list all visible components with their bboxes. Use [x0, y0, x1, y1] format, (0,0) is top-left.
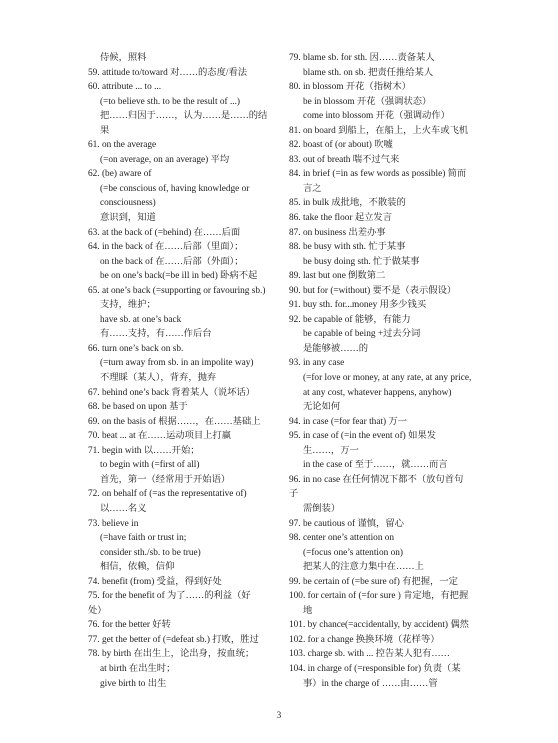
entry-number: 86.: [289, 213, 301, 224]
entry-line: come into blossom 开花（强调动作）: [303, 111, 450, 122]
entry-75: [88, 589, 276, 618]
entry-line: give birth to 出生: [100, 678, 167, 689]
entry-headline: [289, 226, 513, 241]
entry-number: 90.: [289, 285, 301, 296]
entry-number: 87.: [289, 227, 301, 238]
entry-text: blame sb. for sth. 因……责备某人: [302, 53, 435, 63]
entry-number: 103.: [289, 649, 306, 660]
entry-line: 需倒装）: [303, 503, 341, 514]
left-column: [88, 51, 276, 691]
entry-headline: [88, 226, 276, 241]
entry-line: (=turn away from sb. in an impolite way): [100, 358, 254, 369]
entry-number: 92.: [289, 314, 301, 325]
entry-number: 102.: [289, 634, 306, 645]
entry-line: 不理睬（某人），背弃，抛弃: [100, 373, 217, 384]
entry-number: 95.: [289, 431, 301, 442]
entry-64: [88, 240, 276, 284]
entry-number: 80.: [289, 82, 301, 93]
entry-text: beat ... at 在……运动项目上打赢: [101, 431, 232, 442]
entry-line: (=be conscious of, having knowledge or: [100, 183, 250, 194]
entry-line: 是能够被……的: [303, 343, 369, 354]
entry-text: at one’s back (=supporting or favouring sb.): [101, 285, 266, 296]
entry-number: 96.: [289, 474, 301, 485]
entry-text: turn one’s back on sb.: [101, 343, 184, 354]
entry-number: 64.: [88, 242, 100, 253]
entry-line: 意识到，知道: [100, 213, 156, 224]
entry-headline: [289, 473, 513, 488]
entry-headline: [289, 167, 513, 182]
entry-line: 相信，依赖，信仰: [100, 562, 175, 573]
entry-89: [289, 269, 513, 284]
entry-headline: [88, 342, 276, 357]
entry-headline: [289, 647, 513, 662]
entry-text: on behalf of (=as the representative of): [101, 489, 247, 500]
entry-headline: [88, 400, 276, 415]
entry-text: behind one’s back 背着某人（说坏话）: [101, 387, 256, 398]
entry-63: [88, 226, 276, 241]
entry-number: 68.: [88, 402, 100, 413]
entry-headline: [289, 211, 513, 226]
entry-text: be certain of (=be sure of) 有把握，一定: [302, 576, 458, 587]
entry-text: on the average: [101, 140, 157, 151]
entry-headline: [289, 633, 513, 648]
entry-line: (=to believe sth. to be the result of ...): [100, 96, 241, 107]
entry-line: 言之: [303, 183, 322, 194]
entry-58-continued: [88, 51, 276, 66]
entry-number: 73.: [88, 518, 100, 529]
entry-headline: [88, 284, 276, 299]
entry-number: 78.: [88, 649, 100, 660]
entry-text: begin with 以……开始；: [101, 445, 200, 456]
entry-line: 侍候，照料: [100, 53, 147, 63]
entry-102: [289, 633, 513, 648]
entry-line: on the back of 在……后部（外面）；: [100, 256, 244, 267]
entry-number: 89.: [289, 271, 301, 282]
entry-line: (=have faith or trust in;: [100, 533, 187, 544]
entry-text: get the better of (=defeat sb.) 打败，胜过: [101, 634, 259, 645]
entry-100: [289, 589, 513, 618]
entry-line: to begin with (=first of all): [100, 460, 200, 471]
entry-67: [88, 386, 276, 401]
entry-text: in blossom 开花（指树木）: [302, 82, 411, 93]
entry-headline: [289, 240, 513, 255]
entry-101: [289, 618, 513, 633]
entry-78: [88, 647, 276, 691]
entry-number: 84.: [289, 169, 301, 180]
entry-headline: [88, 517, 276, 532]
entry-number: 60.: [88, 82, 100, 93]
entry-81: [289, 124, 513, 139]
entry-text: on business 出差办事: [302, 227, 386, 238]
entry-headline: [88, 167, 276, 182]
entry-text: charge sb. with ... 控告某人犯有……: [307, 649, 450, 660]
entry-text: benefit (from) 受益，得到好处: [101, 576, 222, 587]
entry-headline: [88, 240, 276, 255]
entry-82: [289, 138, 513, 153]
entry-headline: [88, 429, 276, 444]
entry-90: [289, 284, 513, 299]
entry-headline: [289, 356, 513, 371]
entry-headline: [289, 80, 513, 95]
entry-headline: [289, 284, 513, 299]
entry-text: boast of (or about) 吹嘘: [302, 140, 393, 151]
entry-number: 74.: [88, 576, 100, 587]
entry-headline: [289, 313, 513, 328]
entry-headline: [289, 196, 513, 211]
entry-number: 85.: [289, 198, 301, 209]
entry-text: by chance(=accidentally, by accident) 偶然: [307, 620, 469, 631]
entry-line: be capable of being +过去分词: [303, 329, 421, 340]
entry-72: [88, 487, 276, 516]
entry-94: [289, 415, 513, 430]
entry-99: [289, 575, 513, 590]
entry-80: [289, 80, 513, 124]
entry-text: by birth 在出生上，论出身，按血统；: [101, 649, 255, 660]
entry-number: 79.: [289, 53, 301, 63]
entry-number: 71.: [88, 445, 100, 456]
entry-line: at any cost, whatever happens, anyhow): [303, 387, 452, 398]
entry-text: out of breath 喘不过气来: [302, 154, 400, 165]
entry-text: in bulk 成批地，不散装的: [302, 198, 406, 209]
entry-headline: [88, 633, 276, 648]
entry-number: 104.: [289, 663, 306, 674]
entry-68: [88, 400, 276, 415]
entry-number: 81.: [289, 125, 301, 136]
entry-66: [88, 342, 276, 386]
entry-93: [289, 356, 513, 414]
entry-line: at birth 在出生时；: [100, 663, 176, 674]
entry-text: buy sth. for...money 用多少钱买: [302, 300, 427, 311]
entry-text: be based on upon 基于: [101, 402, 188, 413]
entry-line: 有……支持，有……作后台: [100, 329, 212, 340]
entry-96: [289, 473, 513, 517]
entry-number: 93.: [289, 358, 301, 369]
entry-text: for the benefit of 为了……的利益（好: [101, 591, 251, 602]
entry-text: attitude to/toward 对……的态度/看法: [101, 67, 248, 78]
entry-text: but for (=without) 要不是（表示假设）: [302, 285, 457, 296]
entry-headline: [88, 386, 276, 401]
entry-text: in brief (=in as few words as possible) 简而: [302, 169, 467, 180]
entry-number: 69.: [88, 416, 100, 427]
entry-headline: [289, 298, 513, 313]
entry-59: [88, 66, 276, 81]
entry-line: (=on average, on an average) 平均: [100, 154, 230, 165]
entry-61: [88, 138, 276, 167]
entry-69: [88, 415, 276, 430]
entry-line: blame sth. on sb. 把责任推给某人: [303, 67, 434, 78]
entry-number: 101.: [289, 620, 306, 631]
entry-number: 82.: [289, 140, 301, 151]
entry-71: [88, 444, 276, 488]
entry-headline: [88, 80, 276, 95]
entry-74: [88, 575, 276, 590]
entry-70: [88, 429, 276, 444]
entry-headline: [88, 647, 276, 662]
entry-85: [289, 196, 513, 211]
entry-number: 97.: [289, 518, 301, 529]
entry-headline: [289, 589, 513, 604]
entry-76: [88, 618, 276, 633]
entry-79: [289, 51, 513, 80]
entry-headline: [289, 531, 513, 546]
entry-text: in charge of (=responsible for) 负责（某: [307, 663, 461, 674]
entry-headline: [289, 269, 513, 284]
entry-number: 99.: [289, 576, 301, 587]
entry-number: 94.: [289, 416, 301, 427]
entry-line: 事）in the charge of ……由……管: [303, 678, 438, 689]
entry-number: 77.: [88, 634, 100, 645]
entry-headline: [289, 429, 513, 444]
entry-text: on board 到船上，在船上，上火车或飞机: [302, 125, 469, 136]
entry-headline: [88, 618, 276, 633]
entry-headline: [88, 575, 276, 590]
entry-text: center one’s attention on: [302, 533, 395, 544]
entry-headline: [88, 589, 276, 604]
entry-headline: [88, 444, 276, 459]
entry-number: 83.: [289, 154, 301, 165]
entry-84: [289, 167, 513, 196]
entry-text: take the floor 起立发言: [302, 213, 393, 224]
entry-headline: [289, 618, 513, 633]
entry-line: 以……名义: [100, 503, 147, 514]
entry-line: be on one’s back(=be ill in bed) 卧病不起: [100, 271, 258, 282]
entry-95: [289, 429, 513, 473]
entry-98: [289, 531, 513, 575]
entry-headline: [289, 662, 513, 677]
entry-number: 70.: [88, 431, 100, 442]
entry-line: (=focus one’s attention on): [303, 547, 403, 558]
entry-line: have sb. at one’s back: [100, 314, 182, 325]
entry-text: for certain of (=for sure ) 肯定地，有把握: [307, 591, 469, 602]
entry-86: [289, 211, 513, 226]
entry-text: in no case 在任何情况下都不（放句首句: [302, 474, 464, 485]
entry-headline: [289, 517, 513, 532]
entry-line: consider sth./sb. to be true): [100, 547, 201, 558]
entry-number: 100.: [289, 591, 306, 602]
entry-headline: [289, 51, 513, 66]
entry-headline: [289, 575, 513, 590]
entry-number: 66.: [88, 343, 100, 354]
entry-number: 67.: [88, 387, 100, 398]
entry-77: [88, 633, 276, 648]
entry-headline: [289, 138, 513, 153]
entry-headline: [88, 487, 276, 502]
entry-text: be capable of 能够，有能力: [302, 314, 411, 325]
entry-headline: [88, 138, 276, 153]
entry-73: [88, 517, 276, 575]
entry-text: in case of (=in the event of) 如果发: [302, 431, 436, 442]
entry-number: 72.: [88, 489, 100, 500]
entry-83: [289, 153, 513, 168]
entry-text: in any case: [302, 358, 345, 369]
entry-97: [289, 517, 513, 532]
entry-line: in the case of 至于……，就……而言: [303, 460, 448, 471]
entry-number: 75.: [88, 591, 100, 602]
entry-60: [88, 80, 276, 138]
entry-text: attribute ... to ...: [101, 82, 162, 93]
entry-line: (=for love or money, at any rate, at any price,: [303, 373, 472, 384]
entry-number: 59.: [88, 67, 100, 78]
entry-line: 子: [289, 489, 299, 500]
entry-text: be busy with sth. 忙于某事: [302, 242, 406, 253]
entry-number: 61.: [88, 140, 100, 151]
entry-104: [289, 662, 513, 691]
entry-line: 果: [100, 125, 110, 136]
entry-number: 62.: [88, 169, 100, 180]
entry-line: 无论如何: [303, 402, 341, 413]
entry-text: for the better 好转: [101, 620, 171, 631]
entry-65: [88, 284, 276, 342]
entry-text: be cautious of 谨慎，留心: [302, 518, 404, 529]
entry-headline: [289, 415, 513, 430]
entry-headline: [289, 153, 513, 168]
entry-number: 88.: [289, 242, 301, 253]
entry-text: for a change 换换环境（花样等）: [307, 634, 440, 645]
entry-line: 处）: [88, 605, 107, 616]
entry-line: 把某人的注意力集中在……上: [303, 562, 424, 573]
entry-line: 生……，万一: [303, 445, 359, 456]
entry-91: [289, 298, 513, 313]
entry-headline: [88, 415, 276, 430]
entry-number: 65.: [88, 285, 100, 296]
entry-line: 首先，第一（经常用于开始语）: [100, 474, 231, 485]
entry-line: be busy doing sth. 忙于做某事: [303, 256, 420, 267]
entry-103: [289, 647, 513, 662]
entry-number: 76.: [88, 620, 100, 631]
entry-text: (be) aware of: [101, 169, 152, 180]
entry-87: [289, 226, 513, 241]
entry-number: 63.: [88, 227, 100, 238]
entry-headline: [289, 124, 513, 139]
entry-text: last but one 倒数第二: [302, 271, 386, 282]
entry-line: 支持，维护；: [100, 300, 156, 311]
entry-line: 地: [303, 605, 313, 616]
entry-line: consciousness): [100, 198, 156, 209]
entry-line: 把……归因于……，认为……是……的结: [100, 111, 268, 122]
entry-text: in the back of 在……后部（里面）；: [101, 242, 244, 253]
entry-number: 91.: [289, 300, 301, 311]
entry-headline: [88, 66, 276, 81]
entry-text: on the basis of 根据……，在……基础上: [101, 416, 261, 427]
entry-text: believe in: [101, 518, 139, 529]
entry-line: be in blossom 开花（强调状态）: [303, 96, 432, 107]
page-number: 3: [276, 710, 282, 720]
right-column: [289, 51, 513, 691]
entry-62: [88, 167, 276, 225]
entry-88: [289, 240, 513, 269]
entry-text: in case (=for fear that) 万一: [302, 416, 408, 427]
entry-92: [289, 313, 513, 357]
entry-text: at the back of (=behind) 在……后面: [101, 227, 241, 238]
entry-number: 98.: [289, 533, 301, 544]
